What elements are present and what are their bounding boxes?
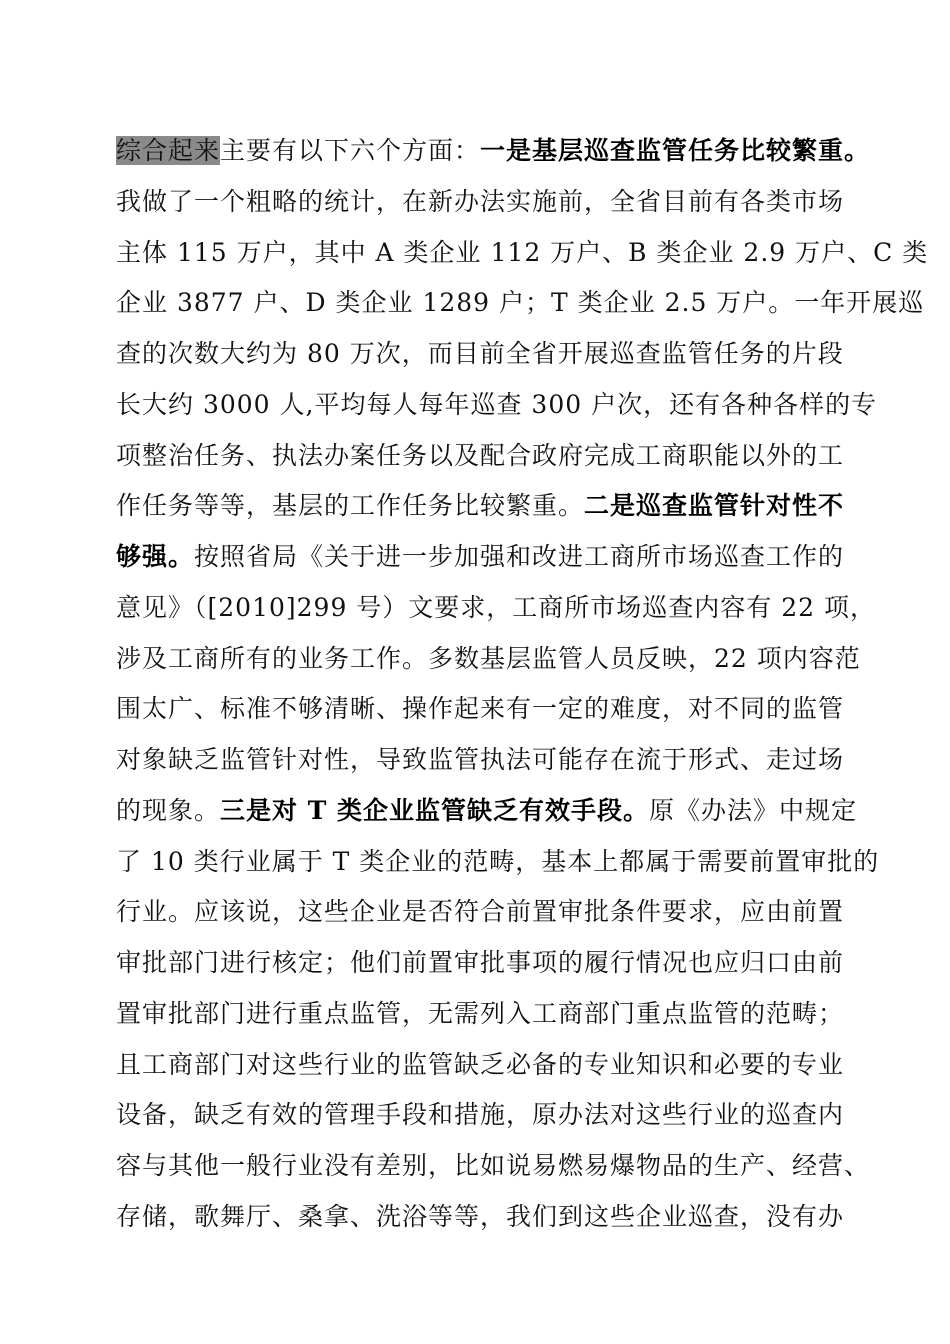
text-line	[116, 588, 876, 628]
text-line	[116, 892, 844, 932]
text-line	[116, 943, 844, 983]
text-segment: 围太广、标准不够清晰、操作起来有一定的难度，对不同的监管	[116, 694, 845, 724]
highlighted-text-segment: 综合起来	[116, 136, 221, 165]
text-line	[116, 740, 844, 780]
text-segment: 主体 115 万户，其中 A 类企业 112 万户、B 类企业 2.9 万户、C 类	[116, 237, 929, 267]
text-segment: 审批部门进行核定；他们前置审批事项的履行情况也应归口由前	[116, 948, 845, 977]
bold-heading-segment: 一是基层巡查监管任务比较繁重。	[480, 136, 871, 165]
text-line	[116, 994, 844, 1034]
text-segment: 且工商部门对这些行业的监管缺乏必备的专业知识和必要的专业	[116, 1049, 845, 1079]
text-line	[116, 842, 879, 882]
text-segment: 存储，歌舞厅、桑拿、洗浴等等，我们到这些企业巡查，没有办	[116, 1201, 845, 1231]
text-line	[116, 1146, 870, 1186]
text-segment: 原《办法》中规定	[649, 795, 858, 825]
text-line	[116, 436, 844, 476]
text-segment: 我做了一个粗略的统计，在新办法实施前，全省目前有各类市场	[116, 186, 845, 216]
text-segment: 按照省局《关于进一步加强和改进工商所市场巡查工作的	[194, 542, 845, 571]
text-segment: 作任务等等，基层的工作任务比较繁重。	[116, 491, 585, 521]
text-line	[116, 385, 877, 425]
bold-heading-segment: 三是对 T 类企业监管缺乏有效手段。	[220, 795, 650, 825]
text-segment: 行业。应该说，这些企业是否符合前置审批条件要求，应由前置	[116, 897, 845, 927]
text-segment: 涉及工商所有的业务工作。多数基层监管人员反映，22 项内容范	[116, 643, 861, 673]
text-line	[116, 689, 844, 729]
text-line	[116, 537, 844, 577]
text-line	[116, 1045, 844, 1085]
text-line	[116, 486, 844, 526]
text-segment: 项整治任务、执法办案任务以及配合政府完成工商职能以外的工	[116, 440, 845, 470]
text-line	[116, 233, 928, 273]
text-line	[116, 1197, 844, 1237]
text-segment: 意见》（[2010]299 号）文要求，工商所市场巡查内容有 22 项，	[116, 592, 877, 622]
text-line	[116, 334, 844, 374]
text-segment: 置审批部门进行重点监管，无需列入工商部门重点监管的范畴；	[116, 998, 845, 1028]
text-segment: 企业 3877 户、D 类企业 1289 户；T 类企业 2.5 万户。一年开展巡	[116, 288, 925, 318]
text-line	[116, 182, 844, 222]
text-line	[116, 283, 924, 323]
text-segment: 了 10 类行业属于 T 类企业的范畴，基本上都属于需要前置审批的	[116, 846, 880, 876]
text-segment: 容与其他一般行业没有差别，比如说易燃易爆物品的生产、经营、	[116, 1151, 871, 1180]
bold-heading-segment: 二是巡查监管针对性不	[584, 491, 845, 521]
text-segment: 查的次数大约为 80 万次，而目前全省开展巡查监管任务的片段	[116, 339, 844, 368]
text-line	[116, 131, 870, 171]
text-line	[116, 791, 857, 831]
text-line	[116, 1095, 844, 1135]
bold-heading-segment: 够强。	[116, 542, 195, 571]
text-segment: 的现象。	[116, 795, 221, 825]
text-segment: 对象缺乏监管针对性，导致监管执法可能存在流于形式、走过场	[116, 745, 845, 774]
text-line	[116, 639, 861, 679]
text-segment: 长大约 3000 人,平均每人每年巡查 300 户次，还有各种各样的专	[116, 389, 878, 419]
text-segment: 设备，缺乏有效的管理手段和措施，原办法对这些行业的巡查内	[116, 1100, 845, 1130]
text-segment: 主要有以下六个方面：	[220, 136, 481, 165]
